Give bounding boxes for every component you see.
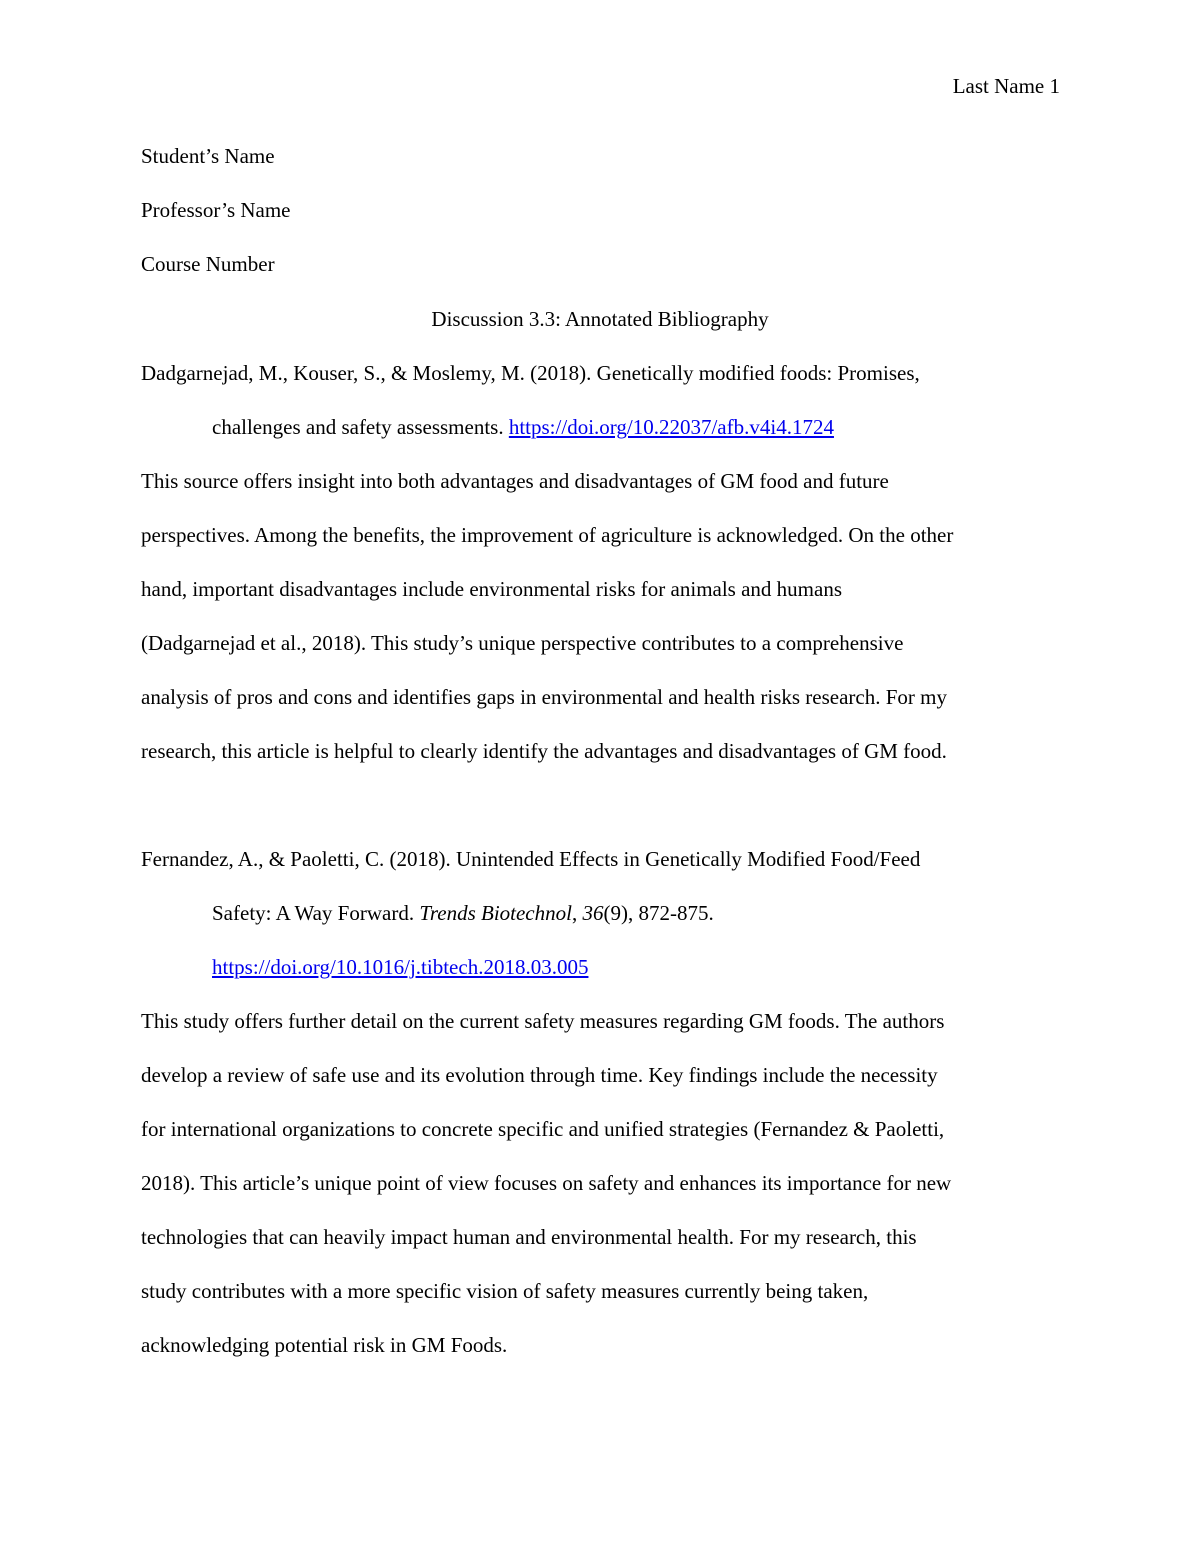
annotation-2-line: technologies that can heavily impact human and environmental health. For my research, this — [141, 1225, 917, 1249]
annotation-1-line: (Dadgarnejad et al., 2018). This study’s unique perspective contributes to a comprehensive — [141, 631, 904, 655]
citation-2-line-3 — [212, 955, 588, 979]
citation-2-separator: , — [571, 901, 583, 925]
student-name: Student’s Name — [141, 144, 275, 168]
annotation-2-line: 2018). This article’s unique point of view focuses on safety and enhances its importance for new — [141, 1171, 952, 1195]
journal-name: Trends Biotechnol — [419, 901, 572, 925]
citation-2-line-1: Fernandez, A., & Paoletti, C. (2018). Unintended Effects in Genetically Modified Food/Feed — [141, 847, 921, 871]
annotation-1-line: This source offers insight into both advantages and disadvantages of GM food and future — [141, 469, 889, 493]
annotation-2-line: This study offers further detail on the current safety measures regarding GM foods. The authors — [141, 1009, 945, 1033]
citation-2-pages: (9), 872-875. — [603, 901, 714, 925]
course-number: Course Number — [141, 252, 275, 276]
document-title: Discussion 3.3: Annotated Bibliography — [431, 307, 769, 331]
citation-2-line-2 — [212, 901, 714, 925]
annotation-2-line: for international organizations to concrete specific and unified strategies (Fernandez & Paoletti, — [141, 1117, 945, 1141]
citation-2-text: Safety: A Way Forward. — [212, 901, 420, 925]
citation-1-line-1: Dadgarnejad, M., Kouser, S., & Moslemy, M. (2018). Genetically modified foods: Promises, — [141, 361, 920, 385]
annotation-1-line: perspectives. Among the benefits, the improvement of agriculture is acknowledged. On the other — [141, 523, 954, 547]
professor-name: Professor’s Name — [141, 198, 291, 222]
doi-link-2[interactable]: https://doi.org/10.1016/j.tibtech.2018.03.005 — [212, 955, 589, 979]
annotation-2-line: study contributes with a more specific vision of safety measures currently being taken, — [141, 1279, 869, 1303]
running-head: Last Name 1 — [952, 74, 1060, 98]
citation-1-text: challenges and safety assessments. — [212, 415, 509, 439]
annotation-1-line: hand, important disadvantages include environmental risks for animals and humans — [141, 577, 842, 601]
annotation-2-line: acknowledging potential risk in GM Foods. — [141, 1333, 508, 1357]
annotation-1-line: research, this article is helpful to clearly identify the advantages and disadvantages of GM food. — [141, 739, 947, 763]
annotation-2-line: develop a review of safe use and its evolution through time. Key findings include the necessity — [141, 1063, 938, 1087]
journal-volume: 36 — [582, 901, 604, 925]
annotation-1-line: analysis of pros and cons and identifies gaps in environmental and health risks research. For my — [141, 685, 947, 709]
doi-link-1[interactable]: https://doi.org/10.22037/afb.v4i4.1724 — [508, 415, 834, 439]
citation-1-line-2 — [212, 415, 834, 439]
